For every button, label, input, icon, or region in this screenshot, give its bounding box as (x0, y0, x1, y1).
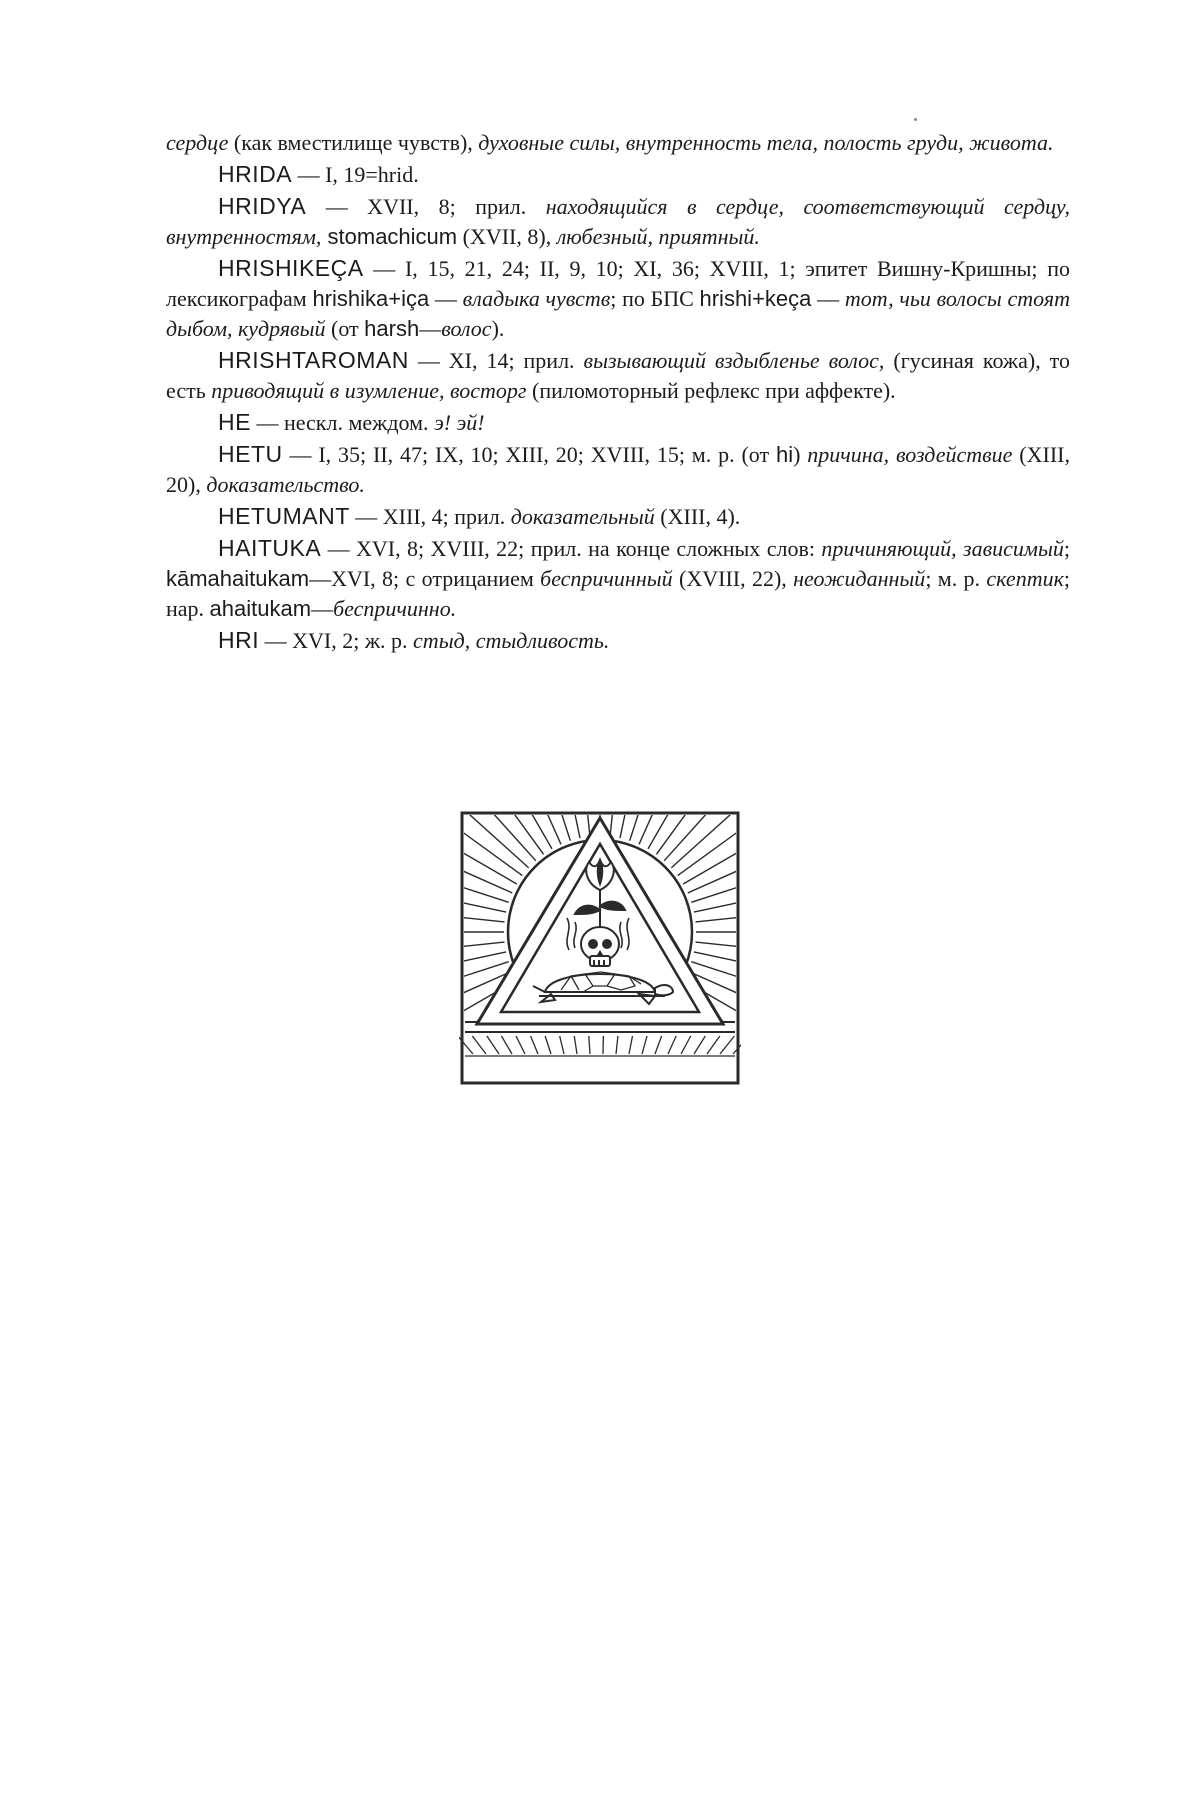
definition-italic: скептик (986, 566, 1064, 591)
entry-text: — (311, 596, 334, 621)
transliteration: hi (775, 442, 794, 467)
headword: HRIDYA (218, 193, 307, 219)
dictionary-entry (166, 159, 1070, 190)
entry-text: (пиломоторный рефлекс при аффекте). (526, 378, 896, 403)
dictionary-entry (166, 533, 1070, 624)
entry-text: — XVI, 8; XVIII, 22; прил. на конце сложных слов: (321, 536, 822, 561)
entry-text: (как вместилище чувств), (228, 130, 479, 155)
dictionary-entry (166, 407, 1070, 438)
definition-italic: доказательство. (206, 472, 365, 497)
transliteration: hrishika+iça (312, 286, 430, 311)
entry-text: (XIII, 20), (166, 442, 1070, 497)
entry-text: — (811, 286, 845, 311)
entry-text: (XVII, 8), (457, 224, 557, 249)
definition-italic: вызывающий вздыбленье волос, (583, 348, 885, 373)
transliteration: hrishi+keça (699, 286, 812, 311)
dictionary-entry (166, 253, 1070, 344)
definition-italic: духовные силы, внутренность тела, полость груди, живота. (478, 130, 1054, 155)
dictionary-entry (166, 501, 1070, 532)
headword: HRIDA (218, 161, 293, 187)
definition-italic: беспричинно. (333, 596, 457, 621)
headword: HETUMANT (218, 503, 350, 529)
definition-italic: приводящий в изумление, восторг (211, 378, 527, 403)
entry-text: — XI, 14; прил. (408, 348, 584, 373)
entry-text: — XVII, 8; прил. (306, 194, 546, 219)
entry-text: (XVIII, 22), (672, 566, 794, 591)
dictionary-entry (166, 625, 1070, 656)
definition-italic: доказательный (510, 504, 655, 529)
entry-text: (XIII, 4). (654, 504, 741, 529)
definition-italic: неожиданный (793, 566, 926, 591)
definition-italic: любезный, приятный. (556, 224, 760, 249)
definition-italic: причина, воздействие (807, 442, 1013, 467)
transliteration: ahaitukam (209, 596, 312, 621)
definition-italic: причиняющий, зависимый (821, 536, 1064, 561)
definition-italic: тот, чьи волосы стоят дыбом, кудрявый (166, 286, 1071, 341)
transliteration: harsh (364, 316, 420, 341)
entry-text: — I, 35; II, 47; IX, 10; XIII, 20; XVIII, 15; м. р. (от (282, 442, 776, 467)
definition-italic: беспричинный (540, 566, 673, 591)
definition-italic: э! эй! (434, 410, 485, 435)
entry-text: — I, 19=hrid. (292, 162, 419, 187)
headword: HE (218, 409, 251, 435)
dictionary-text (166, 128, 1070, 657)
entry-text: ; по БПС (610, 286, 700, 311)
transliteration: kāmahaitukam (166, 566, 310, 591)
definition-italic: стыд, стыдливость. (413, 628, 610, 653)
entry-text: —XVI, 8; с отрицанием (309, 566, 541, 591)
entry-text: ; (1063, 536, 1070, 561)
entry-text: — I, 15, 21, 24; II, 9, 10; XI, 36; XVIII, 1; эпитет Вишну-Кришны; по лексикографам (166, 256, 1070, 311)
print-speck (914, 118, 917, 121)
definition-italic: владыка чувств (462, 286, 611, 311)
dictionary-entry (166, 191, 1070, 252)
definition-italic: находящийся в сердце, соответствующий сердцу, внутренностям, (166, 194, 1070, 249)
entry-text: ) (793, 442, 808, 467)
headword: HETU (218, 441, 283, 467)
entry-text: — (419, 316, 442, 341)
entry-text: — XIII, 4; прил. (349, 504, 511, 529)
entry-text: — (429, 286, 463, 311)
entry-text: ; нар. (166, 566, 1070, 621)
dictionary-entry (166, 128, 1070, 158)
headword: HRI (218, 627, 260, 653)
entry-text: ). (491, 316, 505, 341)
dictionary-entry (166, 345, 1070, 406)
entry-text: (гусиная кожа), то есть (166, 348, 1070, 403)
entry-text: (от (325, 316, 365, 341)
entry-text: ; м. р. (925, 566, 987, 591)
entry-text: — нескл. междом. (250, 410, 435, 435)
emblem-icon (459, 810, 741, 1086)
dictionary-entry (166, 439, 1070, 500)
entry-text: — XVI, 2; ж. р. (259, 628, 414, 653)
transliteration: stomachicum (321, 224, 458, 249)
definition-italic: сердце (166, 130, 229, 155)
definition-italic: волос (441, 316, 492, 341)
headword: HAITUKA (218, 535, 322, 561)
headword: HRISHTAROMAN (218, 347, 409, 373)
headword: HRISHIKEÇA (218, 255, 364, 281)
